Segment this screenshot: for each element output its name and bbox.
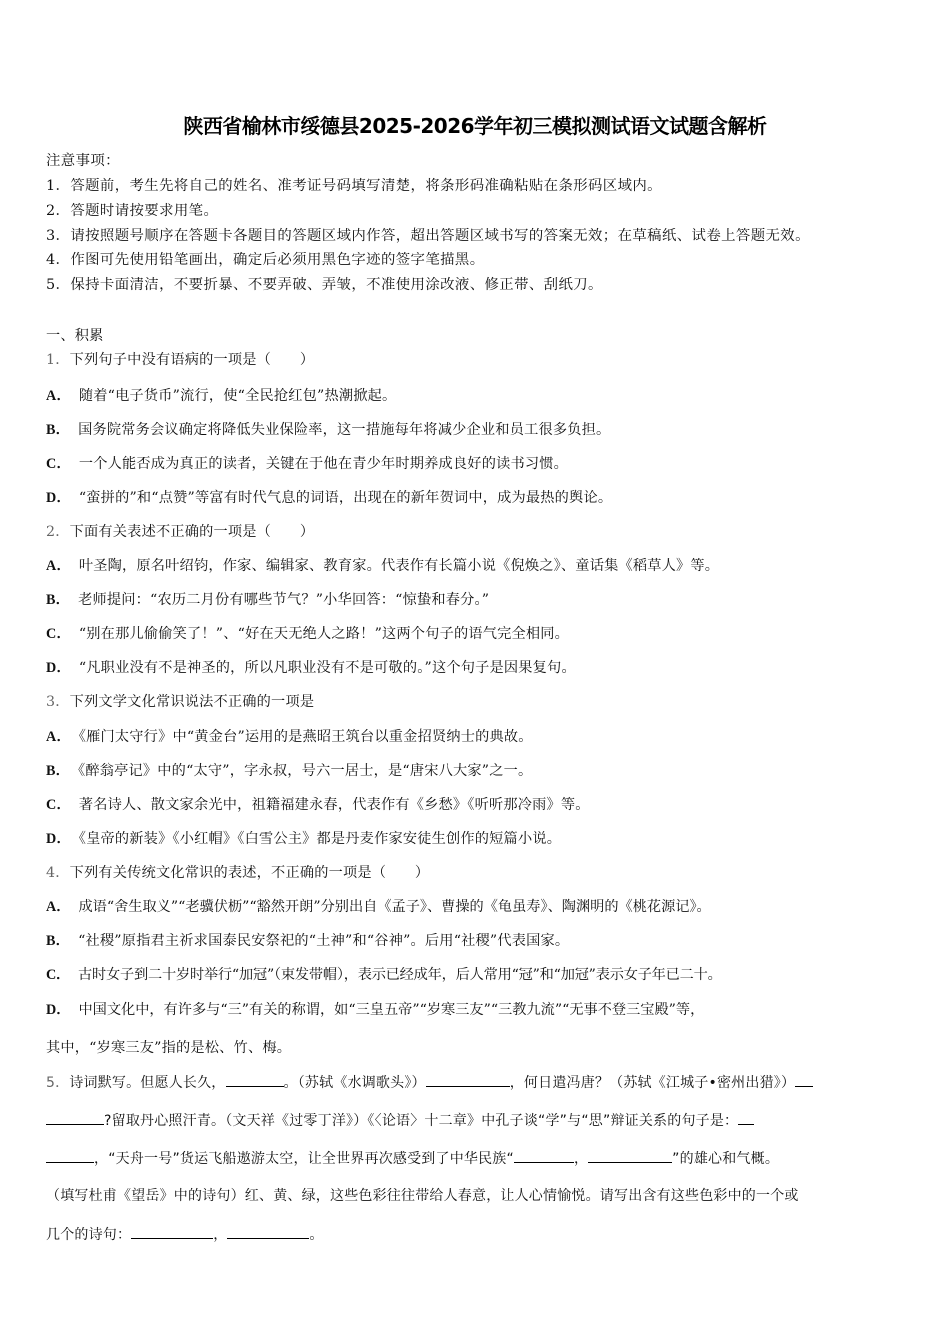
- option-label: A．: [46, 558, 71, 574]
- option-b: [46, 420, 610, 440]
- option-a: [46, 386, 396, 406]
- question-text: 下面有关表述不正确的一项是（ ）: [69, 524, 315, 540]
- option-text: 《皇帝的新装》《小红帽》《白雪公主》都是丹麦作家安徒生创作的短篇小说。: [78, 831, 562, 847]
- answer-blank[interactable]: [738, 1110, 754, 1125]
- option-label: D．: [46, 490, 71, 506]
- option-d: [46, 658, 576, 678]
- option-a: [46, 727, 533, 747]
- option-text: 《醉翁亭记》中的“太守”，字永叔，号六一居士，是“唐宋八大家”之一。: [78, 763, 533, 779]
- notice-item: 4．作图可先使用铅笔画出，确定后必须用黑色字迹的签字笔描黑。: [46, 252, 485, 268]
- question-text: 下列有关传统文化常识的表述，不正确的一项是（ ）: [69, 865, 430, 881]
- option-label: B．: [46, 422, 71, 438]
- notice-item: 3．请按照题号顺序在答题卡各题目的答题区域内作答，超出答题区域书写的答案无效；在草稿纸、试卷上答题无效。: [46, 228, 810, 244]
- option-label: C．: [46, 797, 71, 813]
- option-a: [46, 897, 711, 917]
- option-text: 《雁门太守行》中“黄金台”运用的是燕昭王筑台以重金招贤纳士的典故。: [78, 729, 533, 745]
- answer-blank[interactable]: [226, 1072, 284, 1087]
- option-label: A．: [46, 899, 71, 915]
- answer-blank[interactable]: [46, 1148, 94, 1163]
- answer-blank[interactable]: [46, 1110, 104, 1125]
- answer-blank[interactable]: [227, 1224, 309, 1239]
- question-stem: [46, 350, 314, 370]
- option-label: D．: [46, 1002, 71, 1018]
- q5-line-2: [46, 1110, 754, 1131]
- option-text: 随着“电子货币”流行，使“全民抢红包”热潮掀起。: [78, 388, 397, 404]
- q5-text: 。: [309, 1227, 324, 1243]
- option-d: [46, 829, 561, 849]
- option-text: 古时女子到二十岁时举行“加冠”（束发带帽），表示已经成年，后人常用“冠”和“加冠”表示女子年已二十。: [78, 967, 722, 983]
- question-number: 3．: [46, 694, 70, 710]
- question-stem: [46, 692, 314, 712]
- option-label: A．: [46, 729, 71, 745]
- answer-blank[interactable]: [514, 1148, 574, 1163]
- q5-line-3: [46, 1148, 779, 1169]
- q5-line-1: [46, 1072, 813, 1093]
- option-text: “凡职业没有不是神圣的，所以凡职业没有不是可敬的。”这个句子是因果复句。: [78, 660, 576, 676]
- option-text: 其中，“岁寒三友”指的是松、竹、梅。: [46, 1040, 292, 1056]
- document-title: 陕西省榆林市绥德县2025-2026学年初三模拟测试语文试题含解析: [183, 114, 767, 138]
- option-label: D．: [46, 660, 71, 676]
- answer-blank[interactable]: [131, 1224, 213, 1239]
- notice-item: 5．保持卡面清洁，不要折暴、不要弄破、弄皱，不准使用涂改液、修正带、刮纸刀。: [46, 277, 603, 293]
- option-c: [46, 965, 722, 985]
- option-text: 著名诗人、散文家余光中，祖籍福建永春，代表作有《乡愁》《听听那冷雨》等。: [78, 797, 590, 813]
- option-text: 老师提问：“农历二月份有哪些节气？”小华回答：“惊蛰和春分。”: [78, 592, 490, 608]
- question-text: 下列句子中没有语病的一项是（ ）: [69, 352, 315, 368]
- option-a: [46, 556, 719, 576]
- question-number: 5．: [46, 1075, 70, 1091]
- q5-text: （填写杜甫《望岳》中的诗句）红、黄、绿，这些色彩往往带给人春意，让人心情愉悦。请写出含有这些色彩中的一个或: [46, 1188, 799, 1204]
- question-stem: [46, 522, 314, 542]
- option-text: “别在那儿偷偷笑了！”、“好在天无绝人之路！”这两个句子的语气完全相同。: [78, 626, 570, 642]
- q5-text: 。（苏轼《水调歌头》）: [283, 1075, 426, 1091]
- q5-text: ，: [213, 1227, 228, 1243]
- option-text: “社稷”原指君主祈求国泰民安祭祀的“土神”和“谷神”。后用“社稷”代表国家。: [78, 933, 570, 949]
- option-b: [46, 931, 569, 951]
- option-label: C．: [46, 967, 71, 983]
- answer-blank[interactable]: [588, 1148, 672, 1163]
- option-d: [46, 488, 612, 508]
- q5-text: 几个的诗句：: [46, 1227, 132, 1243]
- option-label: A．: [46, 388, 71, 404]
- q5-line-4: [46, 1186, 799, 1206]
- question-number: 4．: [46, 865, 70, 881]
- question-text: 下列文学文化常识说法不正确的一项是: [69, 694, 315, 710]
- option-b: [46, 761, 532, 781]
- option-text: 成语“舍生取义”“老骥伏枥”“豁然开朗”分别出自《孟子》、曹操的《龟虽寿》、陶渊明的《桃花源记》。: [78, 899, 711, 915]
- option-text: 叶圣陶，原名叶绍钧，作家、编辑家、教育家。代表作有长篇小说《倪焕之》、童话集《稻草人》等。: [78, 558, 720, 574]
- q5-text: ，“天舟一号”货运飞船遨游太空，让全世界再次感受到了中华民族“: [94, 1151, 514, 1167]
- option-label: B．: [46, 933, 71, 949]
- option-label: C．: [46, 626, 71, 642]
- q5-text: ?留取丹心照汗青。（文天祥《过零丁洋》）《〈论语〉十二章》中孔子谈“学”与“思”辩证关系的句子是：: [104, 1113, 739, 1129]
- option-d: [46, 1000, 704, 1020]
- notice-heading: 注意事项：: [46, 153, 120, 169]
- option-c: [46, 454, 568, 474]
- notice-item: 1．答题前，考生先将自己的姓名、准考证号码填写清楚，将条形码准确粘贴在条形码区域内。: [46, 178, 662, 194]
- option-label: B．: [46, 763, 71, 779]
- q5-text: ，何日遣冯唐？（苏轼《江城子•密州出猎》）: [509, 1075, 796, 1091]
- option-label: D．: [46, 831, 71, 847]
- answer-blank[interactable]: [795, 1072, 813, 1087]
- q5-text: 诗词默写。但愿人长久，: [69, 1075, 226, 1091]
- option-d-continued: [46, 1038, 291, 1058]
- option-label: B．: [46, 592, 71, 608]
- question-stem: [46, 863, 429, 883]
- option-text: 一个人能否成为真正的读者，关键在于他在青少年时期养成良好的读书习惯。: [78, 456, 569, 472]
- notice-item: 2．答题时请按要求用笔。: [46, 203, 219, 219]
- option-text: “蛮拼的”和“点赞”等富有时代气息的词语，出现在的新年贺词中，成为最热的舆论。: [78, 490, 613, 506]
- section-heading: 一、积累: [46, 328, 104, 344]
- question-number: 1．: [46, 352, 70, 368]
- q5-text: ”的雄心和气概。: [672, 1151, 780, 1167]
- option-b: [46, 590, 489, 610]
- q5-text: ，: [573, 1151, 589, 1167]
- q5-line-5: [46, 1224, 324, 1245]
- question-number: 2．: [46, 524, 70, 540]
- option-text: 中国文化中，有许多与“三”有关的称谓，如“三皇五帝”“岁寒三友”“三教九流”“无事不登三宝殿”等，: [78, 1002, 705, 1018]
- option-c: [46, 795, 590, 815]
- answer-blank[interactable]: [426, 1072, 510, 1087]
- option-c: [46, 624, 569, 644]
- option-text: 国务院常务会议确定将降低失业保险率，这一措施每年将减少企业和员工很多负担。: [78, 422, 611, 438]
- option-label: C．: [46, 456, 71, 472]
